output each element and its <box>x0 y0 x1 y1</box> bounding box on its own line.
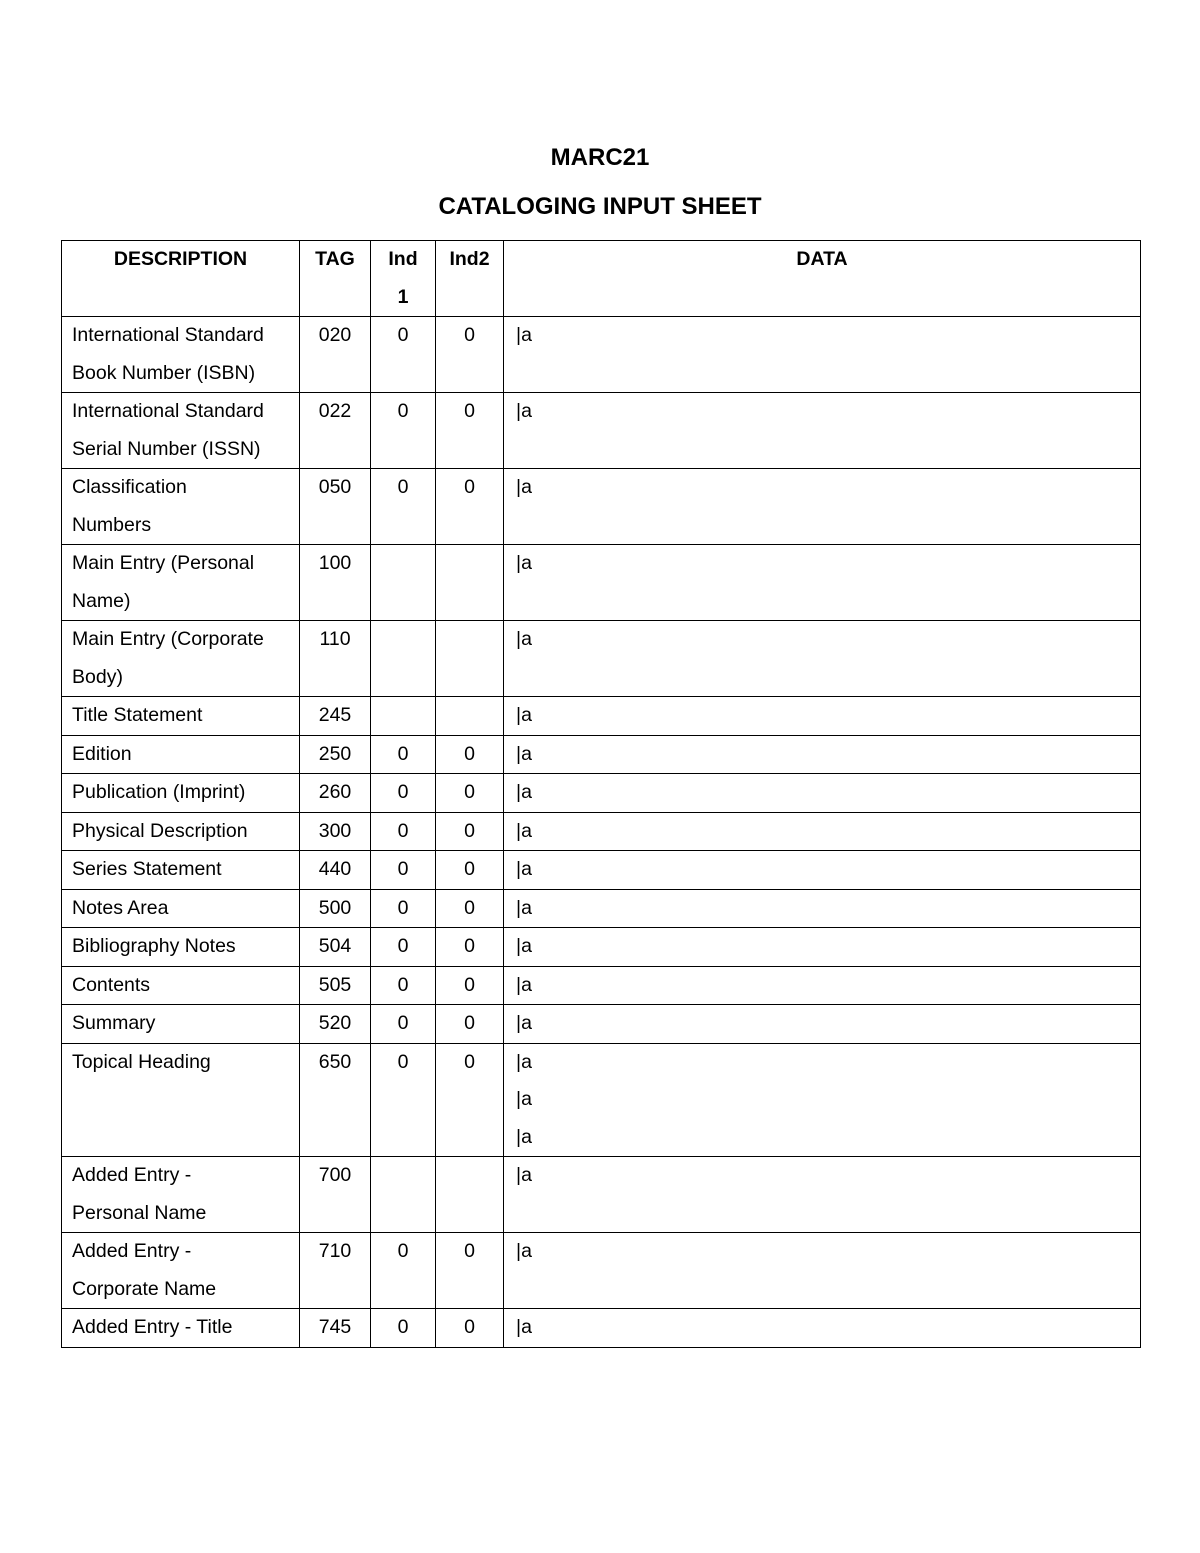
cell-ind1[interactable]: 0 <box>371 1309 436 1348</box>
cell-description <box>62 851 300 890</box>
cell-data[interactable] <box>504 697 1141 736</box>
cell-description <box>62 697 300 736</box>
cell-tag[interactable]: 700 <box>300 1157 371 1233</box>
description-line: Added Entry - <box>72 1240 192 1262</box>
cell-ind2[interactable]: 0 <box>436 812 504 851</box>
description-line: Publication (Imprint) <box>72 781 246 803</box>
subfield-code: |a <box>516 1164 532 1186</box>
cell-data[interactable] <box>504 1309 1141 1348</box>
subfield-code: |a <box>516 1240 532 1262</box>
table-row <box>62 812 1141 851</box>
table-row <box>62 317 1141 393</box>
description-line: Main Entry (Personal <box>72 552 255 574</box>
subfield-code: |a <box>516 742 532 765</box>
table-row <box>62 889 1141 928</box>
subfield-code: |a <box>516 1125 532 1148</box>
cell-ind2[interactable]: 0 <box>436 735 504 774</box>
cell-ind2[interactable]: 0 <box>436 966 504 1005</box>
cell-ind2[interactable]: 0 <box>436 469 504 545</box>
description-line: Contents <box>72 973 151 996</box>
cell-ind2[interactable]: 0 <box>436 1309 504 1348</box>
cell-data[interactable] <box>504 545 1141 621</box>
cell-ind1[interactable]: 0 <box>371 469 436 545</box>
table-row <box>62 1005 1141 1044</box>
table-row <box>62 621 1141 697</box>
description-line: Summary <box>72 1012 156 1034</box>
cell-tag[interactable]: 440 <box>300 851 371 890</box>
cell-tag[interactable]: 650 <box>300 1043 371 1157</box>
cell-ind1[interactable]: 0 <box>371 889 436 928</box>
column-header-description: DESCRIPTION <box>62 241 300 317</box>
cell-ind1[interactable] <box>371 545 436 621</box>
cell-ind2[interactable]: 0 <box>436 774 504 813</box>
cataloging-table <box>61 240 1141 1348</box>
cell-description <box>62 393 300 469</box>
table-row <box>62 774 1141 813</box>
description-line: Main Entry (Corporate <box>72 628 264 650</box>
cell-ind2[interactable]: 0 <box>436 851 504 890</box>
table-header-row <box>62 241 1141 317</box>
description-line: Added Entry - <box>72 1164 192 1186</box>
cell-ind1[interactable]: 0 <box>371 966 436 1005</box>
cell-data[interactable] <box>504 889 1141 928</box>
cell-ind2[interactable] <box>436 545 504 621</box>
cell-ind1[interactable]: 0 <box>371 812 436 851</box>
table-row <box>62 1043 1141 1157</box>
table-row <box>62 735 1141 774</box>
description-line: Name) <box>72 589 131 612</box>
cell-description <box>62 1233 300 1309</box>
description-line: Added Entry - Title <box>72 1316 233 1338</box>
description-line: International Standard <box>72 400 264 422</box>
description-line: Edition <box>72 742 132 765</box>
cell-ind2[interactable]: 0 <box>436 928 504 967</box>
cell-ind2[interactable]: 0 <box>436 889 504 928</box>
column-header-ind2: Ind2 <box>436 241 504 317</box>
column-header-ind1-top: Ind <box>388 248 418 270</box>
description-line: Body) <box>72 665 123 688</box>
description-line: Personal Name <box>72 1201 207 1224</box>
column-header-data: DATA <box>504 241 1141 317</box>
cell-tag[interactable]: 500 <box>300 889 371 928</box>
cell-description <box>62 1157 300 1233</box>
cell-description <box>62 545 300 621</box>
cell-description <box>62 1005 300 1044</box>
cell-ind2[interactable]: 0 <box>436 1005 504 1044</box>
subfield-code: |a <box>516 628 532 650</box>
cell-data[interactable] <box>504 1005 1141 1044</box>
description-line: Numbers <box>72 513 152 536</box>
cell-description <box>62 621 300 697</box>
cell-tag[interactable]: 520 <box>300 1005 371 1044</box>
cell-description <box>62 317 300 393</box>
subfield-code: |a <box>516 858 532 880</box>
subfield-code: |a <box>516 400 532 422</box>
cell-description <box>62 966 300 1005</box>
table-row <box>62 1233 1141 1309</box>
cell-description <box>62 1309 300 1348</box>
description-line: Book Number (ISBN) <box>72 361 256 384</box>
cell-data[interactable] <box>504 928 1141 967</box>
subfield-code: |a <box>516 1088 532 1110</box>
table-row <box>62 1157 1141 1233</box>
subfield-code: |a <box>516 819 532 842</box>
cell-description <box>62 889 300 928</box>
subfield-code: |a <box>516 552 532 574</box>
cell-description <box>62 735 300 774</box>
subfield-code: |a <box>516 781 532 803</box>
cell-data[interactable] <box>504 966 1141 1005</box>
cell-data[interactable] <box>504 735 1141 774</box>
table-row <box>62 1309 1141 1348</box>
description-line: Title Statement <box>72 704 203 726</box>
cell-ind2[interactable]: 0 <box>436 317 504 393</box>
description-line: Notes Area <box>72 896 169 919</box>
cell-data[interactable] <box>504 851 1141 890</box>
cell-tag[interactable]: 245 <box>300 697 371 736</box>
cell-ind2[interactable] <box>436 1157 504 1233</box>
cell-tag[interactable]: 100 <box>300 545 371 621</box>
cell-tag[interactable]: 504 <box>300 928 371 967</box>
table-body <box>62 317 1141 1348</box>
description-line: Series Statement <box>72 858 222 880</box>
subfield-code: |a <box>516 1316 532 1338</box>
subfield-code: |a <box>516 1012 532 1034</box>
cell-tag[interactable]: 745 <box>300 1309 371 1348</box>
cell-data[interactable] <box>504 1157 1141 1233</box>
description-line: Corporate Name <box>72 1277 217 1300</box>
subfield-code: |a <box>516 324 532 346</box>
description-line: Topical Heading <box>72 1050 211 1073</box>
document-title: MARC21 <box>550 144 650 171</box>
cell-tag[interactable]: 050 <box>300 469 371 545</box>
description-line: Bibliography Notes <box>72 935 236 957</box>
cell-ind2[interactable]: 0 <box>436 1233 504 1309</box>
column-header-ind1 <box>371 241 436 317</box>
cell-description <box>62 928 300 967</box>
cell-ind1[interactable]: 0 <box>371 928 436 967</box>
cell-tag[interactable]: 022 <box>300 393 371 469</box>
cell-tag[interactable]: 020 <box>300 317 371 393</box>
table-row <box>62 966 1141 1005</box>
cell-data[interactable] <box>504 812 1141 851</box>
cell-tag[interactable]: 505 <box>300 966 371 1005</box>
cell-data[interactable] <box>504 317 1141 393</box>
cell-ind2[interactable] <box>436 697 504 736</box>
cell-ind1[interactable]: 0 <box>371 1005 436 1044</box>
cell-ind1[interactable]: 0 <box>371 1233 436 1309</box>
cell-tag[interactable]: 110 <box>300 621 371 697</box>
column-header-tag: TAG <box>300 241 371 317</box>
cell-description <box>62 469 300 545</box>
cell-ind2[interactable] <box>436 621 504 697</box>
description-line: Classification <box>72 476 187 498</box>
cell-ind2[interactable]: 0 <box>436 1043 504 1157</box>
cell-ind1[interactable]: 0 <box>371 393 436 469</box>
cell-ind1[interactable]: 0 <box>371 1043 436 1157</box>
cell-ind1[interactable] <box>371 621 436 697</box>
description-line: International Standard <box>72 324 264 346</box>
column-header-ind1-bottom: 1 <box>397 285 409 308</box>
cell-ind1[interactable]: 0 <box>371 735 436 774</box>
subfield-code: |a <box>516 935 532 957</box>
cell-data[interactable] <box>504 469 1141 545</box>
subfield-code: |a <box>516 896 532 919</box>
document-subtitle: CATALOGING INPUT SHEET <box>438 193 762 220</box>
cell-ind1[interactable]: 0 <box>371 851 436 890</box>
cell-tag[interactable]: 710 <box>300 1233 371 1309</box>
cell-ind1[interactable] <box>371 697 436 736</box>
cell-ind2[interactable]: 0 <box>436 393 504 469</box>
description-line: Serial Number (ISSN) <box>72 437 261 460</box>
cell-description <box>62 1043 300 1157</box>
cell-tag[interactable]: 250 <box>300 735 371 774</box>
subfield-code: |a <box>516 476 532 498</box>
cell-description <box>62 774 300 813</box>
cell-ind1[interactable]: 0 <box>371 317 436 393</box>
cell-ind1[interactable]: 0 <box>371 774 436 813</box>
table-row <box>62 697 1141 736</box>
description-line: Physical Description <box>72 819 248 842</box>
table-row <box>62 393 1141 469</box>
table-row <box>62 469 1141 545</box>
subfield-code: |a <box>516 704 532 726</box>
subfield-code: |a <box>516 973 532 996</box>
cell-data[interactable] <box>504 774 1141 813</box>
cell-tag[interactable]: 300 <box>300 812 371 851</box>
cell-data[interactable] <box>504 1233 1141 1309</box>
table-row <box>62 545 1141 621</box>
table-row <box>62 928 1141 967</box>
table-row <box>62 851 1141 890</box>
cell-data[interactable] <box>504 393 1141 469</box>
subfield-code: |a <box>516 1050 532 1073</box>
cell-ind1[interactable] <box>371 1157 436 1233</box>
cell-data[interactable] <box>504 1043 1141 1157</box>
cell-data[interactable] <box>504 621 1141 697</box>
cell-tag[interactable]: 260 <box>300 774 371 813</box>
cell-description <box>62 812 300 851</box>
